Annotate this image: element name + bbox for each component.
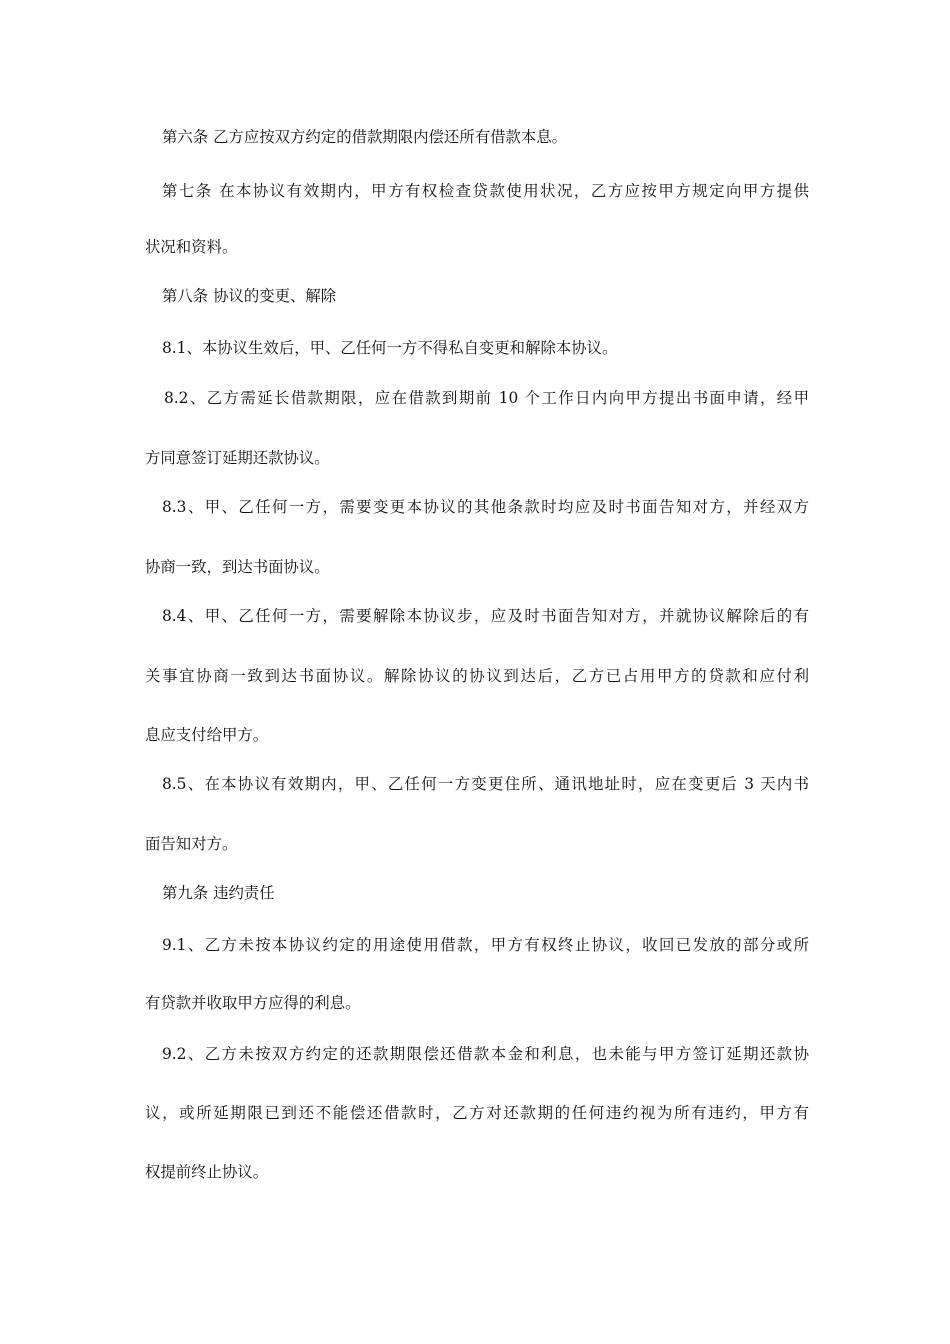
clause-8-4-text-cont2: 息应支付给甲方。 xyxy=(145,726,269,744)
clause-9-2-text-cont2: 权提前终止协议。 xyxy=(145,1163,269,1181)
article-7-text: 第七条 在本协议有效期内，甲方有权检查贷款使用状况，乙方应按甲方规定向甲方提供 xyxy=(162,182,809,200)
article-7-text-cont: 状况和资料。 xyxy=(145,238,238,256)
clause-9-1-text-cont: 有贷款并收取甲方应得的利息。 xyxy=(145,994,361,1012)
clause-9-2-text: 9.2、乙方未按双方约定的还款期限偿还借款本金和利息，也未能与甲方签订延期还款协 xyxy=(162,1045,809,1063)
clause-9-2-text-cont: 议，或所延期限已到还不能偿还借款时，乙方对还款期的任何违约视为所有违约，甲方有 xyxy=(145,1104,809,1122)
article-8-heading: 第八条 协议的变更、解除 xyxy=(162,287,337,305)
clause-8-2-text-cont: 方同意签订延期还款协议。 xyxy=(145,449,330,467)
clause-8-5-text-cont: 面告知对方。 xyxy=(145,835,238,853)
article-9-heading: 第九条 违约责任 xyxy=(162,884,275,902)
clause-8-5-text: 8.5、在本协议有效期内，甲、乙任何一方变更住所、通讯地址时，应在变更后 3 天内书 xyxy=(162,775,809,793)
article-6-text: 第六条 乙方应按双方约定的借款期限内偿还所有借款本息。 xyxy=(162,128,568,146)
clause-8-1-text: 8.1、本协议生效后，甲、乙任何一方不得私自变更和解除本协议。 xyxy=(162,339,618,357)
clause-9-1-text: 9.1、乙方未按本协议约定的用途使用借款，甲方有权终止协议，收回已发放的部分或所 xyxy=(162,936,809,954)
clause-8-3-text-cont: 协商一致，到达书面协议。 xyxy=(145,558,330,576)
clause-8-3-text: 8.3、甲、乙任何一方，需要变更本协议的其他条款时均应及时书面告知对方，并经双方 xyxy=(162,498,809,516)
clause-8-2-text: 8.2、乙方需延长借款期限，应在借款到期前 10 个工作日内向甲方提出书面申请，经甲 xyxy=(164,389,809,407)
clause-8-4-text-cont: 关事宜协商一致到达书面协议。解除协议的协议到达后，乙方已占用甲方的贷款和应付利 xyxy=(145,667,809,685)
clause-8-4-text: 8.4、甲、乙任何一方，需要解除本协议步，应及时书面告知对方，并就协议解除后的有 xyxy=(162,607,809,625)
